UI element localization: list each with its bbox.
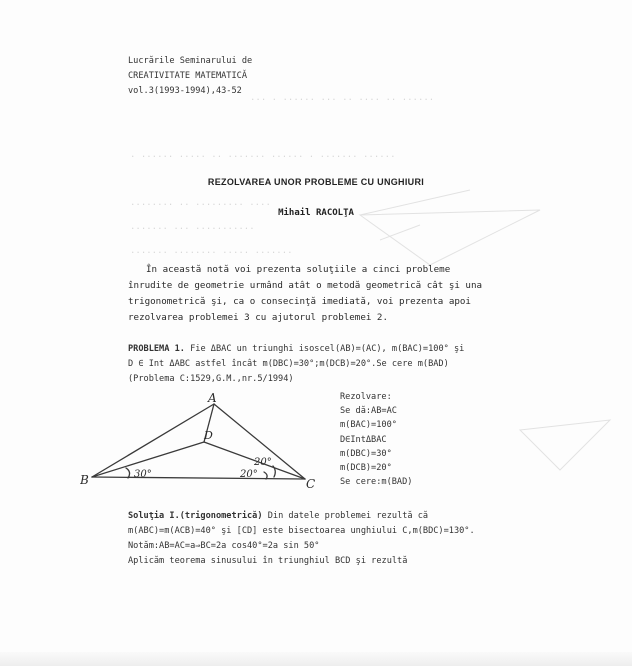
solution-line-3: Notăm:AB=AC=a⇒BC=2a cos40°=2a sin 50° xyxy=(128,541,320,551)
intro-line: trigonometrică şi, ca o consecinţă imediată, voi prezenta apoi xyxy=(128,296,471,307)
problem-text: Fie ΔBAC un triunghi isoscel(AB)=(AC), m(BAC)=100° şi xyxy=(190,344,465,354)
vertex-label-a: A xyxy=(208,392,217,405)
angle-arc-b xyxy=(126,468,130,478)
resolution-block xyxy=(340,390,412,489)
problem-line-2: D ∈ Int ΔABC astfel încât m(DBC)=30°;m(DCB)=20°.Se cere m(BAD) xyxy=(128,359,449,369)
resolution-heading: Rezolvare: xyxy=(340,392,392,402)
given-bac: m(BAC)=100° xyxy=(340,420,397,431)
solution-line-4: Aplicăm teorema sinusului în triunghiul BCD şi rezultă xyxy=(128,556,408,566)
solution-label: Soluţia I.(trigonometrică) xyxy=(128,511,263,521)
given-dbc: m(DBC)=30° xyxy=(340,448,392,459)
problem-label: PROBLEMA 1. xyxy=(128,344,185,354)
side-bc xyxy=(92,477,305,479)
problem-source: (Problema C:1529,G.M.,nr.5/1994) xyxy=(128,374,294,384)
angle-label-dbc: 30° xyxy=(134,469,152,480)
angle-arc-c-bottom xyxy=(264,472,267,479)
intro-paragraph xyxy=(128,262,528,326)
vertex-label-b: B xyxy=(80,473,89,487)
solution-line-2: m(ABC)=m(ACB)=40° şi [CD] este bisectoarea unghiului C,m(BDC)=130°. xyxy=(128,526,475,536)
journal-subtitle: CREATIVITATE MATEMATICĂ xyxy=(128,71,247,81)
bleed-through-text: ....... ........ ..... ....... xyxy=(130,246,293,256)
angle-label-dcb: 20° xyxy=(240,469,258,480)
side-ab xyxy=(92,404,214,477)
solution-text: Din datele problemei rezultă că xyxy=(267,511,429,521)
given-ab-ac: Se dă:AB=AC xyxy=(340,406,397,417)
intro-line: înrudite de geometrie urmând atât o metodă geometrică cât şi una xyxy=(128,280,483,291)
bleed-through-text: ........ .. ......... .... xyxy=(130,198,271,208)
angle-label-acd: 20° xyxy=(254,457,272,468)
journal-name: Lucrările Seminarului de xyxy=(128,56,253,66)
triangle-figure xyxy=(80,392,340,498)
given-dcb: m(DCB)=20° xyxy=(340,463,392,474)
article-title: REZOLVAREA UNOR PROBLEME CU UNGHIURI xyxy=(207,177,425,187)
point-label-d: D xyxy=(204,429,213,442)
page-bottom-edge xyxy=(0,652,632,666)
required-bad: Se cere:m(BAD) xyxy=(340,477,413,488)
problem-line-1 xyxy=(128,343,464,355)
intro-line: În această notă voi prezenta soluţiile a cinci probleme xyxy=(146,264,451,275)
vertex-label-c: C xyxy=(306,477,316,491)
intro-line: rezolvarea problemei 3 cu ajutorul problemei 2. xyxy=(128,312,388,323)
bleed-through-text: ... . ...... ... .. .... .. ...... xyxy=(250,93,435,103)
bleed-through-text: . ...... ..... .. ....... ...... . ....... ...... xyxy=(130,150,396,160)
article-author: Mihail RACOLŢA xyxy=(278,208,354,218)
given-d-interior: D∈IntΔBAC xyxy=(340,434,387,445)
bleed-through-text: ....... ... ........... xyxy=(130,222,255,232)
solution-line-1 xyxy=(128,510,428,522)
journal-volume: vol.3(1993-1994),43-52 xyxy=(128,86,242,96)
